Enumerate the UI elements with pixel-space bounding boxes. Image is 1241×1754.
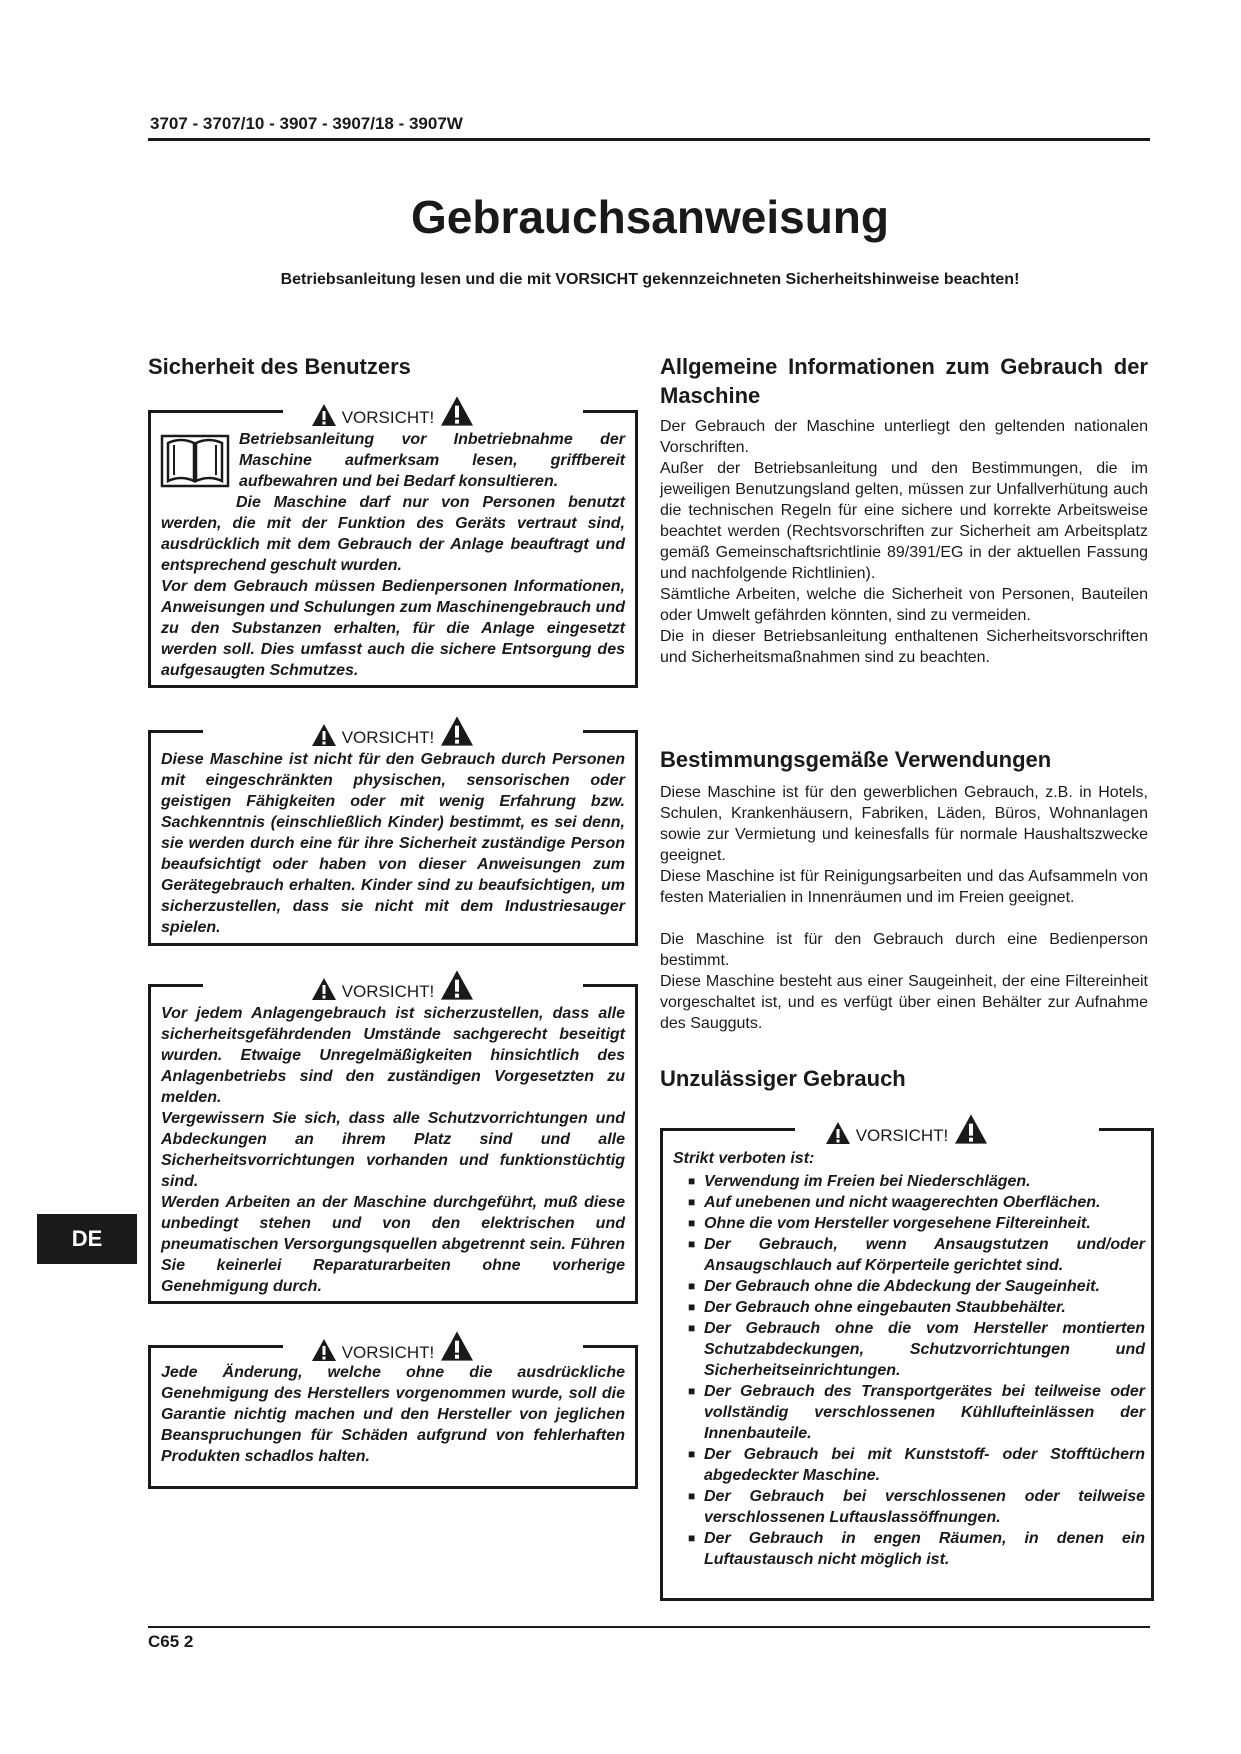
page-title: Gebrauchsanweisung <box>410 191 889 243</box>
warning-label: VORSICHT! <box>151 969 635 1002</box>
model-numbers: 3707 - 3707/10 - 3907 - 3907/18 - 3907W <box>150 114 463 133</box>
warning-text: Jede Änderung, welche ohne die ausdrückliche Genehmigung des Herstellers vorgenommen wurde, soll die Garantie nichtig machen und den Hersteller von jeglichen Beanspruchungen für Schäden aufgrund von fehlerhaften Produkten schadlos halten. <box>161 1364 625 1465</box>
list-item: ■ Der Gebrauch in engen Räumen, in denen ein Luftaustausch nicht möglich ist. <box>673 1528 1145 1570</box>
warning-text: Betriebsanleitung vor Inbetriebnahme der Maschine aufmerksam lesen, griffbereit aufbewahren und bei Bedarf konsultieren. <box>239 431 625 490</box>
warning-box-improper-use <box>660 1128 1154 1601</box>
manual-book-icon <box>159 431 231 489</box>
page-subtitle: Betriebsanleitung lesen und die mit VORSICHT gekennzeichneten Sicherheitshinweise beachten! <box>280 271 1020 288</box>
list-item: ■ Ohne die vom Hersteller vorgesehene Filtereinheit. <box>673 1213 1145 1234</box>
warning-triangle-icon <box>311 1338 337 1362</box>
warning-triangle-icon <box>953 1113 989 1145</box>
section-heading-intended-use: Bestimmungsgemäße Verwendungen <box>660 747 1052 772</box>
warning-triangle-icon <box>439 969 475 1001</box>
list-item: ■ Der Gebrauch des Transportgerätes bei teilweise oder vollständig verschlossenen Kühllufteinlässen der Innenbauteile. <box>673 1381 1145 1444</box>
list-item: ■ Der Gebrauch bei mit Kunststoff- oder Stofftüchern abgedeckter Maschine. <box>673 1444 1145 1486</box>
warning-box-2 <box>148 730 638 946</box>
page-number: C65 2 <box>148 1632 194 1651</box>
warning-triangle-icon <box>825 1121 851 1145</box>
list-item: ■ Der Gebrauch ohne eingebauten Staubbehälter. <box>673 1297 1145 1318</box>
warning-text: Die Maschine darf nur von Personen benutzt werden, die mit der Funktion des Geräts vertraut sind, ausdrücklich mit dem Gebrauch der Anlage beauftragt und entsprechend geschult wurden. <box>161 494 625 574</box>
warning-label: VORSICHT! <box>151 395 635 428</box>
warning-label: VORSICHT! <box>151 1330 635 1363</box>
list-item: ■ Der Gebrauch, wenn Ansaugstutzen und/oder Ansaugschlauch auf Körperteile gerichtet sind. <box>673 1234 1145 1276</box>
warning-triangle-icon <box>311 977 337 1001</box>
warning-text: Werden Arbeiten an der Maschine durchgeführt, muß diese unbedingt stehen und von den elektrischen und pneumatischen Versorgungsquellen abgetrennt sein. Führen Sie keinerlei Reparaturarbeiten ohne vorherige Genehmigung durch. <box>161 1194 625 1295</box>
list-item: ■ Der Gebrauch ohne die vom Hersteller montierten Schutzabdeckungen, Schutzvorrichtungen und Sicherheitseinrichtungen. <box>673 1318 1145 1381</box>
section-heading-general-info: Allgemeine Informationen zum Gebrauch der Maschine <box>660 354 1148 408</box>
warning-text: Vor dem Gebrauch müssen Bedienpersonen Informationen, Anweisungen und Schulungen zum Maschinengebrauch und zu den Substanzen erhalten, für die Anlage eingesetzt werden soll. Dies umfasst auch die sichere Entsorgung des aufgesaugten Schmutzes. <box>161 578 625 679</box>
intended-use-text: Diese Maschine ist für den gewerblichen Gebrauch, z.B. in Hotels, Schulen, Krankenhäusern, Fabriken, Läden, Büros, Wohnanlagen sowie zur Vermietung und keinesfalls für normale Haushaltszwecke geeignet. Diese Maschine ist für Reinigungsarbeiten und das Aufsammeln von festen Materialien in Innenräumen und im Freien geeignet. Die Maschine ist für den Gebrauch durch eine Bedienperson bestimmt. Diese Maschine besteht aus einer Saugeinheit, der eine Filtereinheit vorgeschaltet ist, und es verfügt über einen Behälter zur Aufnahme des Saugguts. <box>660 784 1148 1032</box>
list-item: ■ Auf unebenen und nicht waagerechten Oberflächen. <box>673 1192 1145 1213</box>
section-heading-improper-use: Unzulässiger Gebrauch <box>660 1066 906 1091</box>
warning-text: Vergewissern Sie sich, dass alle Schutzvorrichtungen und Abdeckungen an ihrem Platz sind und alle Sicherheitsvorrichtungen vorhanden und funktionstüchtig sind. <box>161 1110 625 1190</box>
warning-triangle-icon <box>311 723 337 747</box>
warning-triangle-icon <box>439 715 475 747</box>
footer-rule <box>148 1626 1150 1628</box>
list-item: ■ Verwendung im Freien bei Niederschlägen. <box>673 1171 1145 1192</box>
list-item: ■ Der Gebrauch ohne die Abdeckung der Saugeinheit. <box>673 1276 1145 1297</box>
warning-label: VORSICHT! <box>151 715 635 748</box>
warning-text: Vor jedem Anlagengebrauch ist sicherzustellen, dass alle sicherheitsgefährdenden Umstände sachgerecht beseitigt wurden. Etwaige Unregelmäßigkeiten hinsichtlich des Anlagenbetriebs sind den zuständigen Vorgesetzten zu melden. <box>161 1005 625 1106</box>
warning-label: VORSICHT! <box>663 1113 1151 1146</box>
warning-triangle-icon <box>439 1330 475 1362</box>
list-item: ■ Der Gebrauch bei verschlossenen oder teilweise verschlossenen Luftauslassöffnungen. <box>673 1486 1145 1528</box>
warning-triangle-icon <box>439 395 475 427</box>
general-info-text: Der Gebrauch der Maschine unterliegt den geltenden nationalen Vorschriften. Außer der Betriebsanleitung und den Bestimmungen, die im jeweiligen Benutzungsland gelten, müssen zur Unfallverhütung auch die technischen Regeln für eine sichere und korrekte Arbeitsweise beachtet werden (Rechtsvorschriften zur Sicherheit am Arbeitsplatz gemäß Gemeinschaftsrichtlinie 89/391/EG in der aktuellen Fassung und nachfolgende Richtlinien). Sämtliche Arbeiten, welche die Sicherheit von Personen, Bauteilen oder Umwelt gefährden könnten, sind zu vermeiden. Die in dieser Betriebsanleitung enthaltenen Sicherheitsvorschriften und Sicherheitsmaßnahmen sind zu beachten. <box>660 418 1148 666</box>
section-heading-user-safety: Sicherheit des Benutzers <box>148 354 411 379</box>
header-rule <box>148 138 1150 141</box>
warning-box-4 <box>148 1345 638 1489</box>
warning-box-1 <box>148 410 638 688</box>
forbidden-list <box>673 1171 1145 1570</box>
forbidden-intro: Strikt verboten ist: <box>673 1150 815 1167</box>
warning-triangle-icon <box>311 403 337 427</box>
language-tab: DE <box>37 1214 137 1264</box>
warning-text: Diese Maschine ist nicht für den Gebrauch durch Personen mit eingeschränkten physischen, sensorischen oder geistigen Fähigkeiten oder mit wenig Erfahrung bzw. Sachkenntnis (einschließlich Kinder) bestimmt, es sei denn, sie werden durch eine für ihre Sicherheit zuständige Person beaufsichtigt oder haben von dieser Anweisungen zum Gerätegebrauch erhalten. Kinder sind zu beaufsichtigen, um sicherzustellen, dass sie nicht mit dem Industriesauger spielen. <box>161 751 625 936</box>
warning-box-3 <box>148 984 638 1304</box>
